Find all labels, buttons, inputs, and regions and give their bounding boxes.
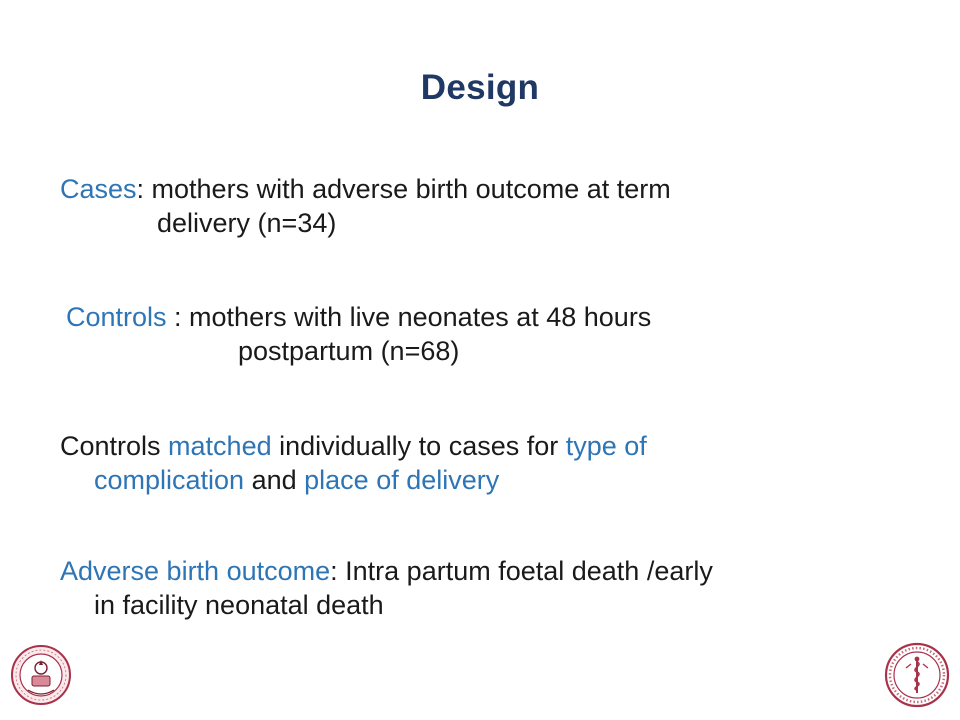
outcome-paragraph (60, 554, 890, 622)
controls-paragraph (60, 300, 890, 368)
matching-paragraph (60, 429, 890, 497)
matching-text-middle: individually to cases for (271, 431, 566, 461)
cases-line-2: delivery (n=34) (157, 208, 337, 238)
matching-line-1 (60, 429, 890, 463)
cases-label: Cases (60, 174, 137, 204)
matching-word-place-of-delivery: place of delivery (304, 465, 500, 495)
outcome-label: Adverse birth outcome (60, 556, 331, 586)
controls-label: Controls (66, 302, 167, 332)
controls-line-1 (60, 300, 890, 334)
cases-line-1 (60, 172, 890, 206)
cases-paragraph (60, 172, 890, 240)
cases-text: : mothers with adverse birth outcome at term (136, 174, 671, 204)
matching-word-and: and (244, 465, 305, 495)
matching-word-matched: matched (168, 431, 272, 461)
matching-word-complication: complication (94, 465, 245, 495)
college-seal-icon (10, 644, 72, 706)
outcome-text: : Intra partum foetal death /early (330, 556, 713, 586)
controls-line-2: postpartum (n=68) (238, 336, 460, 366)
outcome-line-1 (60, 554, 890, 588)
karolinska-institutet-seal-icon (884, 640, 950, 710)
slide-title: Design (420, 68, 540, 107)
matching-line-2 (60, 463, 890, 497)
matching-word-type-of: type of (565, 431, 647, 461)
outcome-line-2: in facility neonatal death (94, 590, 384, 620)
matching-word-controls: Controls (60, 431, 169, 461)
controls-text: : mothers with live neonates at 48 hours (166, 302, 652, 332)
